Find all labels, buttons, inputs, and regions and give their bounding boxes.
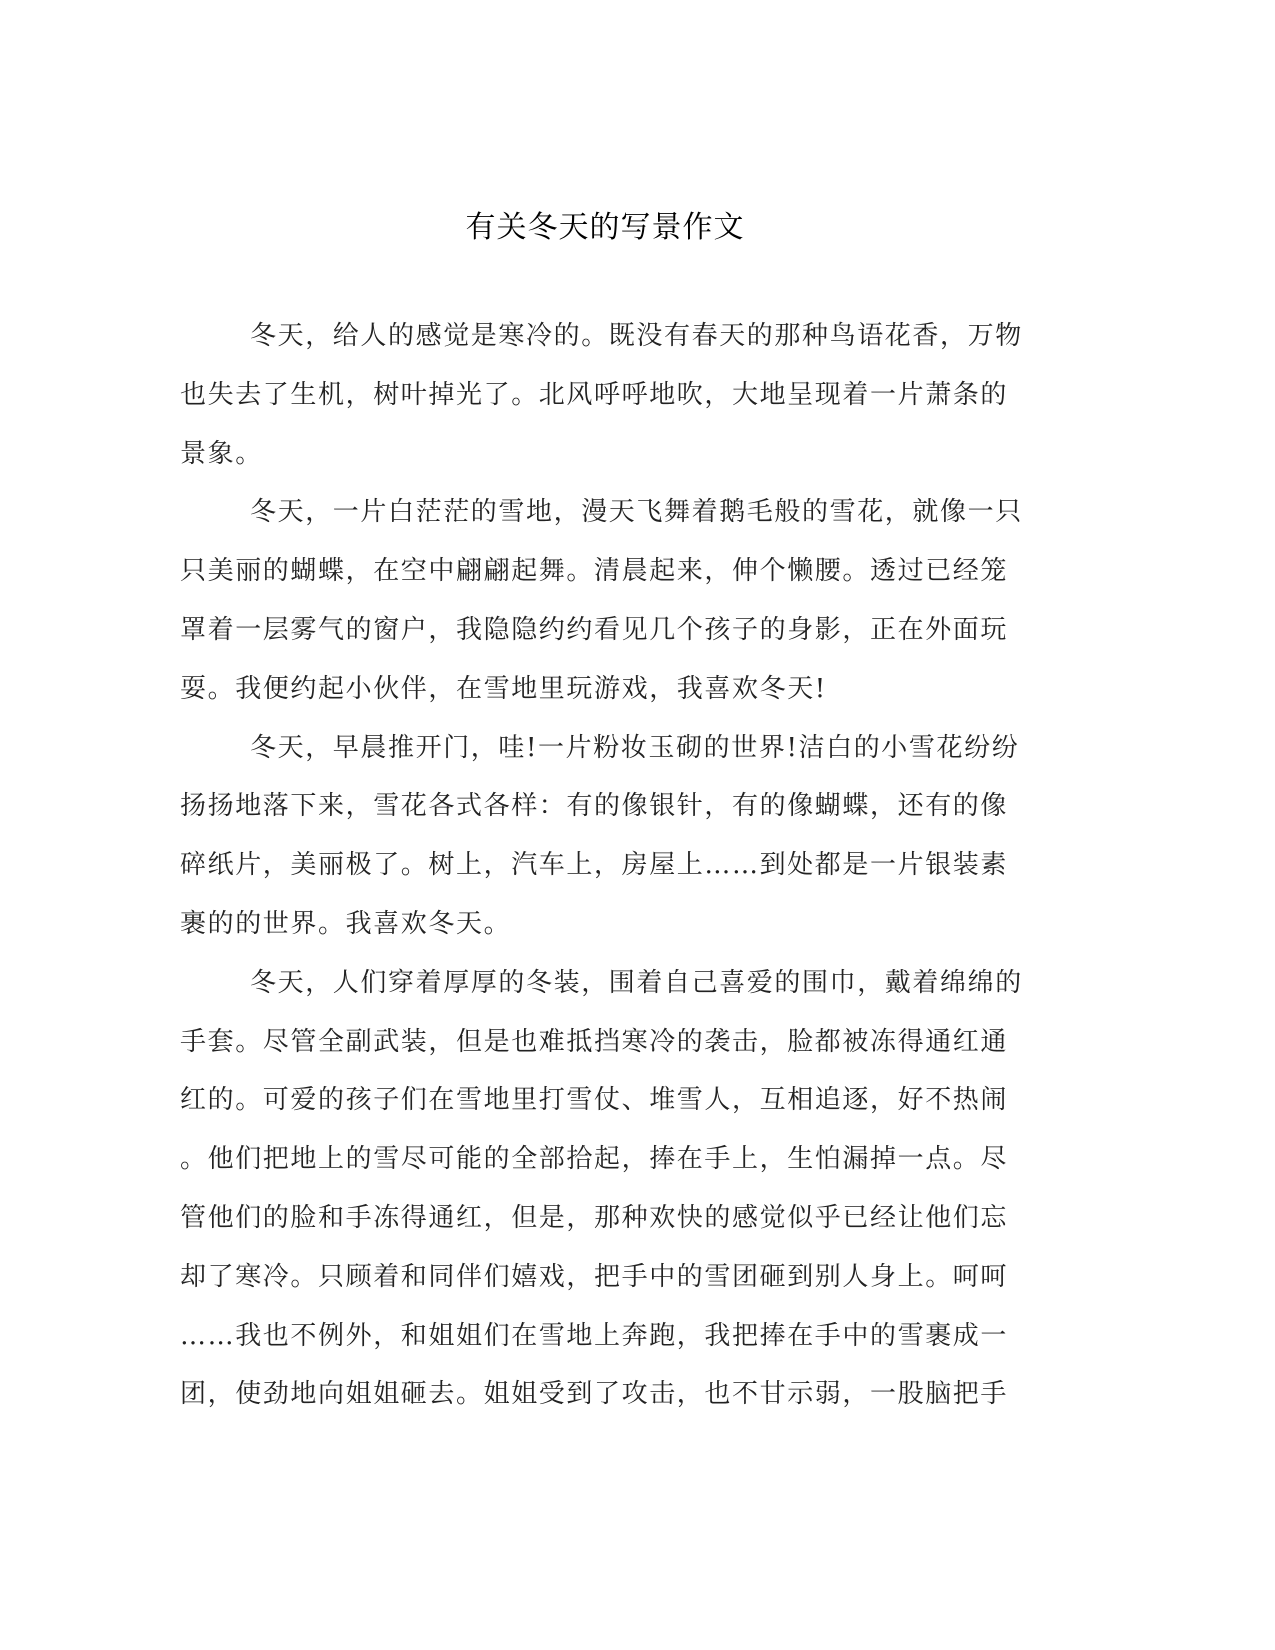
text-line: ……我也不例外，和姐姐们在雪地上奔跑，我把捧在手中的雪裹成一 <box>180 1320 1009 1351</box>
text-line: 冬天，一片白茫茫的雪地，漫天飞舞着鹅毛般的雪花，就像一只 <box>250 497 1023 528</box>
text-line: 扬扬地落下来，雪花各式各样：有的像银针，有的像蝴蝶，还有的像 <box>180 791 1009 822</box>
text-line: 红的。可爱的孩子们在雪地里打雪仗、堆雪人，互相追逐，好不热闹 <box>180 1085 1009 1116</box>
text-line: 。他们把地上的雪尽可能的全部拾起，捧在手上，生怕漏掉一点。尽 <box>180 1144 1009 1175</box>
text-line: 也失去了生机，树叶掉光了。北风呼呼地吹，大地呈现着一片萧条的 <box>180 379 1009 410</box>
text-line: 耍。我便约起小伙伴，在雪地里玩游戏，我喜欢冬天! <box>180 673 827 704</box>
paragraph-4 <box>180 954 1060 1424</box>
text-line: 景象。 <box>180 438 263 469</box>
text-line: 手套。尽管全副武装，但是也难抵挡寒冷的袭击，脸都被冻得通红通 <box>180 1026 1009 1057</box>
text-line: 罩着一层雾气的窗户，我隐隐约约看见几个孩子的身影，正在外面玩 <box>180 614 1009 645</box>
text-line: 碎纸片，美丽极了。树上，汽车上，房屋上……到处都是一片银装素 <box>180 850 1009 881</box>
text-line: 团，使劲地向姐姐砸去。姐姐受到了攻击，也不甘示弱，一股脑把手 <box>180 1379 1009 1410</box>
text-line: 冬天，给人的感觉是寒冷的。既没有春天的那种鸟语花香，万物 <box>250 321 1023 351</box>
text-line: 冬天，早晨推开门，哇!一片粉妆玉砌的世界!洁白的小雪花纷纷 <box>250 732 1020 763</box>
paragraph-2 <box>180 483 1060 718</box>
document-body <box>180 307 1060 1424</box>
text-line: 却了寒冷。只顾着和同伴们嬉戏，把手中的雪团砸到别人身上。呵呵 <box>180 1261 1009 1292</box>
text-line: 管他们的脸和手冻得通红，但是，那种欢快的感觉似乎已经让他们忘 <box>180 1202 1009 1233</box>
paragraph-1 <box>180 307 1060 483</box>
document-title: 有关冬天的写景作文 <box>465 210 745 245</box>
text-line: 冬天，人们穿着厚厚的冬装，围着自己喜爱的围巾，戴着绵绵的 <box>250 967 1023 998</box>
text-line: 只美丽的蝴蝶，在空中翩翩起舞。清晨起来，伸个懒腰。透过已经笼 <box>180 556 1009 587</box>
paragraph-3 <box>180 719 1060 954</box>
text-line: 裹的的世界。我喜欢冬天。 <box>180 908 512 939</box>
